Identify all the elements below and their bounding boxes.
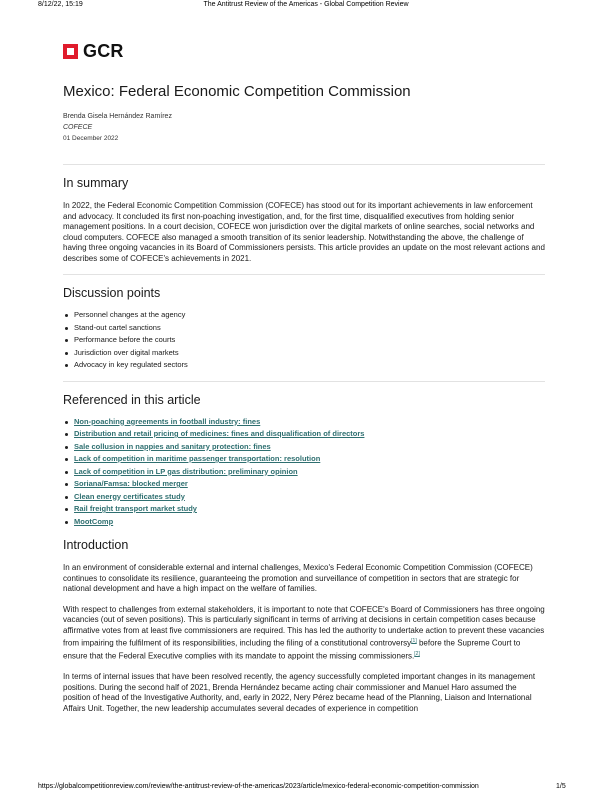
list-item	[63, 491, 545, 504]
print-page-number: 1/5	[556, 783, 566, 790]
gcr-logo-icon	[63, 44, 78, 59]
list-item	[63, 478, 545, 491]
reference-link-medicines[interactable]: Distribution and retail pricing of medicines: fines and disqualification of directors	[74, 429, 365, 438]
list-item: Advocacy in key regulated sectors	[63, 359, 545, 372]
intro-paragraph-2	[63, 605, 545, 663]
list-item	[63, 466, 545, 479]
article-title: Mexico: Federal Economic Competition Commission	[63, 83, 411, 100]
reference-link-soriana-famsa[interactable]: Soriana/Famsa: blocked merger	[74, 479, 188, 488]
list-item	[63, 441, 545, 454]
article-date: 01 December 2022	[63, 135, 119, 142]
article-organization[interactable]: COFECE	[63, 124, 93, 131]
summary-heading: In summary	[63, 176, 129, 190]
article-author[interactable]: Brenda Gisela Hernández Ramírez	[63, 113, 172, 120]
print-page-title: The Antitrust Review of the Americas - Global Competition Review	[203, 1, 409, 8]
referenced-list	[63, 416, 545, 529]
footnote-link-1[interactable]: [1]	[411, 638, 417, 644]
introduction-heading: Introduction	[63, 538, 129, 552]
reference-link-lp-gas[interactable]: Lack of competition in LP gas distribution: preliminary opinion	[74, 466, 298, 476]
print-datetime: 8/12/22, 15:19	[38, 1, 83, 8]
print-header	[0, 0, 612, 12]
intro-paragraph-3: In terms of internal issues that have been resolved recently, the agency successfully completed important changes in its management positions. During the second half of 2021, Brenda Hernández became acting chair commissioner and Manuel Haro assumed the position of head of the Investigative Authority, and, early in 2022, Nery Pérez became head of the Planning, Liaison and International Affairs Unit. Together, the new leadership accumulates several decades of experience in competition	[63, 672, 536, 713]
divider	[63, 381, 545, 382]
list-item	[63, 516, 545, 529]
reference-link-mootcomp[interactable]: MootComp	[74, 516, 114, 526]
summary-text: In 2022, the Federal Economic Competition Commission (COFECE) has stood out for its important achievements in law enforcement and advocacy. It concluded its first non-poaching investigation, and, for the first time, disqualified executives from holding senior management positions. In a court decision, COFECE won jurisdiction over the digital markets of online searches, social networks and cloud computers. COFECE also managed a smooth transition of its senior leadership. Notwithstanding the above, the challenge of having three ongoing vacancies in its Board of Commissioners persists. This article provides an update on the most relevant actions and describes some of COFECE's achievements in 2021.	[63, 201, 545, 263]
reference-link-rail-freight[interactable]: Rail freight transport market study	[74, 504, 197, 513]
list-item	[63, 416, 545, 429]
list-item: Personnel changes at the agency	[63, 309, 545, 322]
divider	[63, 164, 545, 165]
article-content	[63, 82, 545, 714]
list-item: Stand-out cartel sanctions	[63, 322, 545, 335]
gcr-logo-text: GCR	[83, 40, 124, 61]
divider	[63, 274, 545, 275]
list-item	[63, 453, 545, 466]
reference-link-non-poaching[interactable]: Non-poaching agreements in football industry: fines	[74, 416, 261, 426]
list-item: Performance before the courts	[63, 334, 545, 347]
reference-link-maritime[interactable]: Lack of competition in maritime passenger transportation: resolution	[74, 454, 321, 463]
print-footer	[0, 782, 612, 792]
referenced-heading: Referenced in this article	[63, 392, 201, 407]
list-item	[63, 428, 545, 441]
reference-link-clean-energy[interactable]: Clean energy certificates study	[74, 491, 185, 501]
intro-paragraph-2-text: With respect to challenges from external stakeholders, it is important to note that COFECE's Board of Commissioners has three ongoing vacancies (out of seven positions). This is particularly significant in terms of arriving at decisions in certain competition cases because affirmative votes from at least five commissioners are required. This has led the authority to undertake action to prevent these vacancies from impairing the fulfilment of its responsibilities, including the filing of a constitutional controversy	[63, 604, 545, 648]
footnote-link-2[interactable]: [2]	[414, 651, 420, 658]
list-item: Jurisdiction over digital markets	[63, 347, 545, 360]
reference-link-nappies[interactable]: Sale collusion in nappies and sanitary protection: fines	[74, 441, 271, 451]
list-item	[63, 503, 545, 516]
print-url: https://globalcompetitionreview.com/review/the-antitrust-review-of-the-americas/2023/article/mexico-federal-economic-competition-commission	[38, 783, 479, 790]
gcr-logo[interactable]	[63, 41, 124, 61]
intro-paragraph-2-text-cont: before the Supreme Court to ensure that the Federal Executive complies with its mandate to appoint the missing commissioners.	[63, 638, 521, 661]
article-meta	[63, 111, 545, 144]
discussion-heading: Discussion points	[63, 286, 161, 300]
discussion-list	[63, 309, 545, 372]
intro-paragraph-1: In an environment of considerable external and internal challenges, Mexico's Federal Economic Competition Commission (COFECE) continues to consolidate its resilience, guaranteeing the promotion and surveillance of competition in sectors that are strategic for national development and have a high impact on the welfare of families.	[63, 563, 533, 593]
